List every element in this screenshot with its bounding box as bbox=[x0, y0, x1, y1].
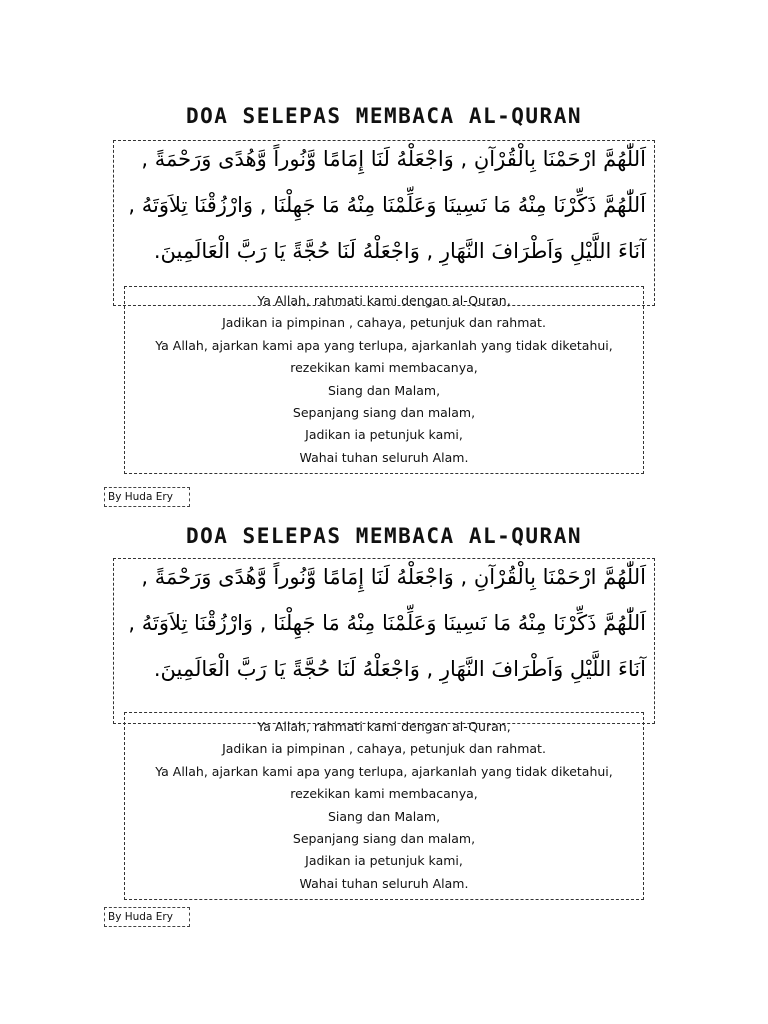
translation-line-2: Jadikan ia pimpinan , cahaya, petunjuk dan rahmat. bbox=[222, 741, 546, 757]
arabic-line-3: آنَاءَ اللَّيْلِ وَاَطْرَافَ النَّهَارِ , وَاجْعَلْهُ لَنَا حُجَّةً يَا رَبَّ الْعَالَمِينَ. bbox=[153, 657, 646, 681]
translation-line-1: Ya Allah, rahmati kami dengan al-Quran, bbox=[257, 293, 511, 308]
translation-box bbox=[124, 712, 644, 900]
translation-line-6: Sepanjang siang dan malam, bbox=[292, 405, 476, 421]
prayer-title: DOA SELEPAS MEMBACA AL-QURAN bbox=[185, 104, 582, 128]
translation-line-4: rezekikan kami membacanya, bbox=[290, 360, 478, 376]
translation-line-3: Ya Allah, ajarkan kami apa yang terlupa, ajarkanlah yang tidak diketahui, bbox=[155, 763, 613, 779]
arabic-line-3: آنَاءَ اللَّيْلِ وَاَطْرَافَ النَّهَارِ , وَاجْعَلْهُ لَنَا حُجَّةً يَا رَبَّ الْعَالَمِينَ. bbox=[153, 239, 646, 263]
translation-line-7: Jadikan ia petunjuk kami, bbox=[305, 853, 463, 869]
author-credit: By Huda Ery bbox=[104, 487, 190, 507]
translation-line-3: Ya Allah, ajarkan kami apa yang terlupa, ajarkanlah yang tidak diketahui, bbox=[155, 337, 613, 353]
prayer-title: DOA SELEPAS MEMBACA AL-QURAN bbox=[185, 524, 582, 548]
arabic-line-2: اَللّٰهُمَّ ذَكِّرْنَا مِنْهُ مَا نَسِينَا وَعَلِّمْنَا مِنْهُ مَا جَهِلْنَا , وَارْزُقْنَا تِلاَوَتَهُ , bbox=[128, 193, 646, 217]
translation-line-8: Wahai tuhan seluruh Alam. bbox=[299, 449, 469, 465]
translation-line-8: Wahai tuhan seluruh Alam. bbox=[299, 875, 469, 891]
arabic-line-1: اَللّٰهُمَّ ارْحَمْنَا بِالْقُرْآنِ , وَاجْعَلْهُ لَنَا إِمَامًا وَّنُوراً وَّهُدًى وَرَحْمَةً , bbox=[141, 565, 646, 589]
translation-line-5: Siang dan Malam, bbox=[327, 808, 441, 824]
translation-line-5: Siang dan Malam, bbox=[327, 382, 441, 398]
translation-line-7: Jadikan ia petunjuk kami, bbox=[305, 427, 463, 443]
arabic-text-box bbox=[113, 558, 655, 724]
author-credit: By Huda Ery bbox=[104, 907, 190, 927]
arabic-line-2: اَللّٰهُمَّ ذَكِّرْنَا مِنْهُ مَا نَسِينَا وَعَلِّمْنَا مِنْهُ مَا جَهِلْنَا , وَارْزُقْنَا تِلاَوَتَهُ , bbox=[128, 611, 646, 635]
translation-line-6: Sepanjang siang dan malam, bbox=[292, 831, 476, 847]
translation-line-1: Ya Allah, rahmati kami dengan al-Quran, bbox=[257, 719, 511, 734]
arabic-text-box bbox=[113, 140, 655, 306]
translation-line-4: rezekikan kami membacanya, bbox=[290, 786, 478, 802]
arabic-line-1: اَللّٰهُمَّ ارْحَمْنَا بِالْقُرْآنِ , وَاجْعَلْهُ لَنَا إِمَامًا وَّنُوراً وَّهُدًى وَرَحْمَةً , bbox=[141, 147, 646, 171]
translation-line-2: Jadikan ia pimpinan , cahaya, petunjuk dan rahmat. bbox=[222, 315, 546, 331]
translation-box bbox=[124, 286, 644, 474]
